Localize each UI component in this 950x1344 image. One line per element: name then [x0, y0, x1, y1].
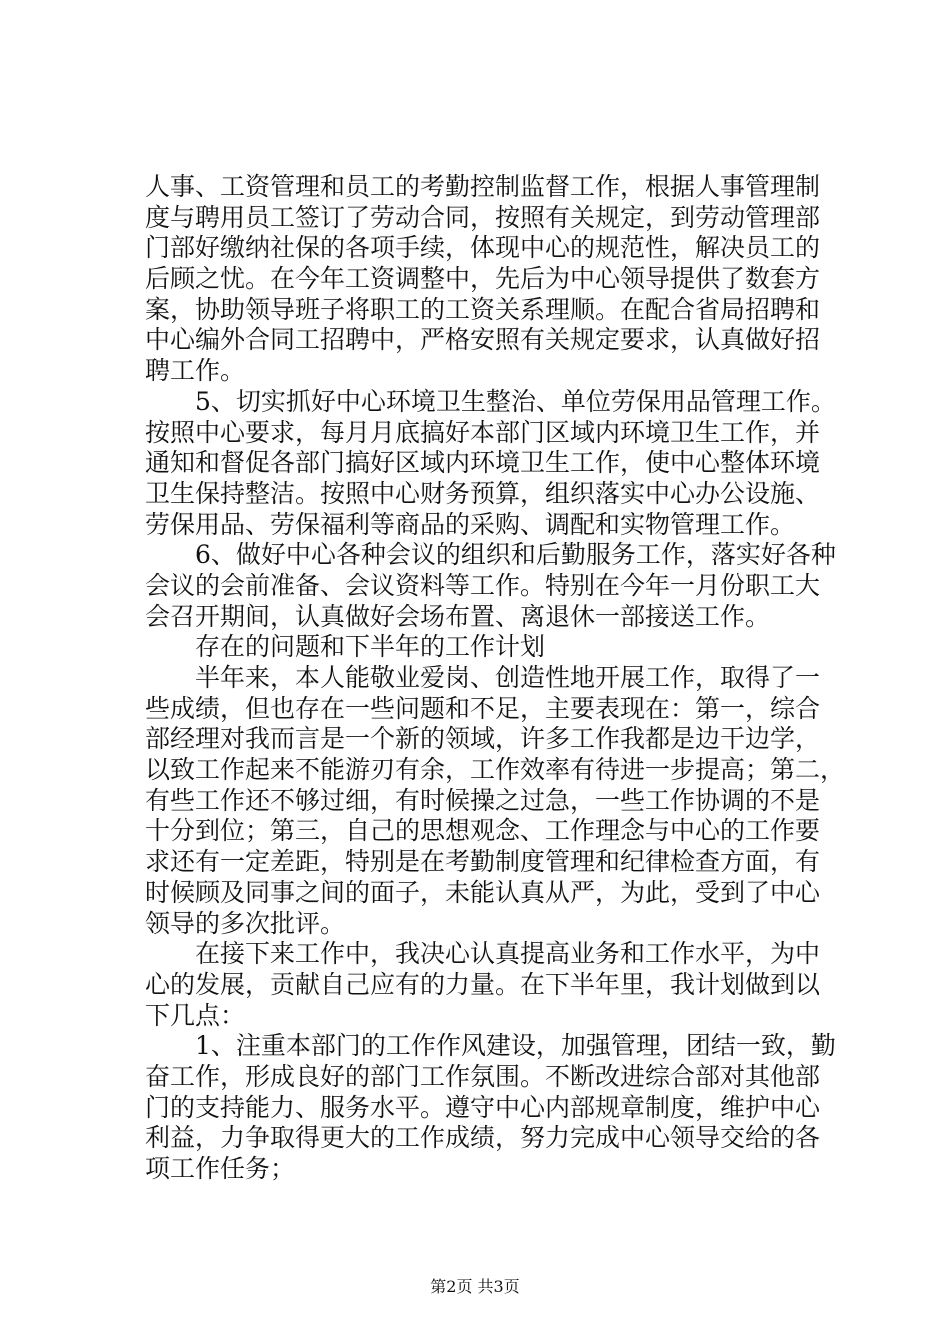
text-line: 项工作任务； — [145, 1154, 296, 1183]
text-line: 奋工作，形成良好的部门工作氛围。不断改进综合部对其他部 — [145, 1061, 821, 1091]
text-line: 门的支持能力、服务水平。遵守中心内部规章制度，维护中心 — [145, 1092, 821, 1122]
text-line: 在接下来工作中，我决心认真提高业务和工作水平，为中 — [145, 939, 821, 969]
body-text — [145, 172, 860, 1185]
text-line: 门部好缴纳社保的各项手续，体现中心的规范性，解决员工的 — [145, 233, 821, 263]
section-heading: 存在的问题和下半年的工作计划 — [145, 632, 546, 662]
text-line: 心的发展，贡献自己应有的力量。在下半年里，我计划做到以 — [145, 969, 821, 999]
text-line: 5、切实抓好中心环境卫生整治、单位劳保用品管理工作。 — [145, 386, 836, 416]
text-line: 人事、工资管理和员工的考勤控制监督工作，根据人事管理制 — [145, 172, 821, 201]
text-line: 部经理对我而言是一个新的领域，许多工作我都是边干边学， — [145, 724, 821, 754]
page-number-footer: 第2页 共3页 — [430, 1277, 520, 1296]
text-line: 劳保用品、劳保福利等商品的采购、调配和实物管理工作。 — [145, 509, 796, 539]
text-line: 下几点： — [145, 1000, 246, 1030]
text-line: 1、注重本部门的工作作风建设，加强管理，团结一致，勤 — [145, 1031, 836, 1061]
text-line: 求还有一定差距，特别是在考勤制度管理和纪律检查方面，有 — [145, 847, 821, 877]
text-line: 十分到位；第三，自己的思想观念、工作理念与中心的工作要 — [145, 816, 821, 846]
text-line: 些成绩，但也存在一些问题和不足，主要表现在：第一，综合 — [145, 693, 821, 723]
text-line: 有些工作还不够过细，有时候操之过急，一些工作协调的不是 — [145, 785, 821, 815]
text-line: 中心编外合同工招聘中，严格安照有关规定要求，认真做好招 — [145, 325, 821, 355]
text-line: 卫生保持整洁。按照中心财务预算，组织落实中心办公设施、 — [145, 478, 821, 508]
text-line: 领导的多次批评。 — [145, 908, 346, 938]
text-line: 通知和督促各部门搞好区域内环境卫生工作，使中心整体环境 — [145, 448, 821, 478]
text-line: 后顾之忧。在今年工资调整中，先后为中心领导提供了数套方 — [145, 264, 821, 294]
text-line: 会议的会前准备、会议资料等工作。特别在今年一月份职工大 — [145, 570, 821, 600]
text-line: 按照中心要求，每月月底搞好本部门区域内环境卫生工作，并 — [145, 417, 821, 447]
text-line: 利益，力争取得更大的工作成绩，努力完成中心领导交给的各 — [145, 1123, 821, 1153]
text-line: 度与聘用员工签订了劳动合同，按照有关规定，到劳动管理部 — [145, 202, 821, 232]
text-line: 以致工作起来不能游刃有余，工作效率有待进一步提高；第二， — [145, 755, 846, 785]
text-line: 案，协助领导班子将职工的工资关系理顺。在配合省局招聘和 — [145, 294, 821, 324]
text-line: 聘工作。 — [145, 356, 246, 386]
text-line: 会召开期间，认真做好会场布置、离退休一部接送工作。 — [145, 601, 771, 631]
text-line: 半年来，本人能敬业爱岗、创造性地开展工作，取得了一 — [145, 663, 821, 692]
text-line: 6、做好中心各种会议的组织和后勤服务工作，落实好各种 — [145, 540, 836, 570]
text-line: 时候顾及同事之间的面子，未能认真从严，为此，受到了中心 — [145, 877, 821, 907]
